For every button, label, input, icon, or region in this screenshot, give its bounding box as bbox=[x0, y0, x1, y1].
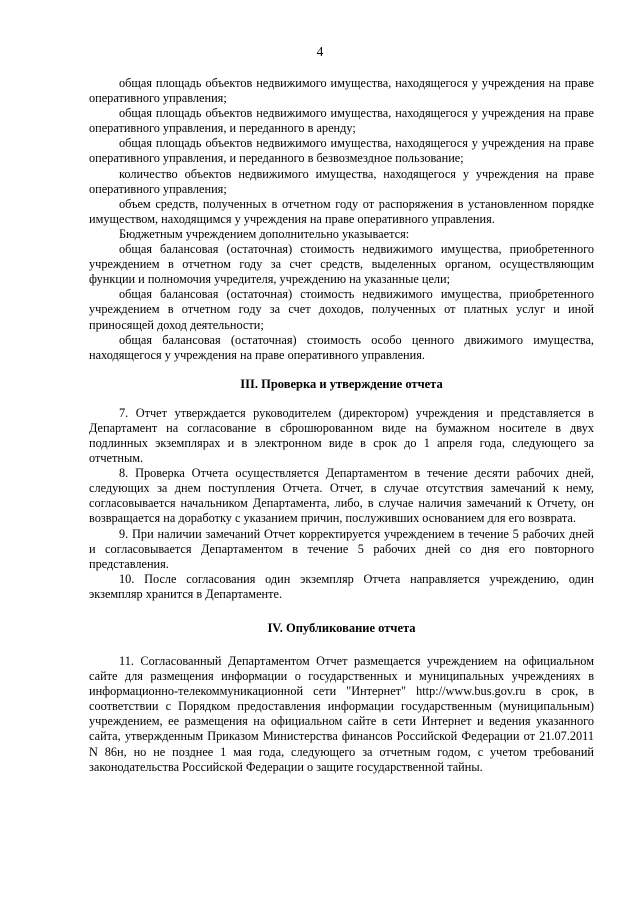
paragraph-11: 11. Согласованный Департаментом Отчет размещается учреждением на официальном сайте для размещения информации о государственных и муниципальных учреждениях в информационно-телекоммуникационной сети "Интернет" http://www.bus.gov.ru в срок, в соответствии с Порядком предоставления информации государственным (муниципальным) учреждением, ее размещения на официальном сайте в сети Интернет и ведения указанного сайта, утвержденным Приказом Министерства финансов Российской Федерации от 21.07.2011 N 86н, но не позднее 1 мая года, следующего за отчетным годом, с учетом требований законодательства Российской Федерации о защите государственной тайны. bbox=[89, 654, 594, 774]
budget-intro: Бюджетным учреждением дополнительно указывается: bbox=[119, 226, 410, 241]
page-number: 4 bbox=[316, 44, 324, 59]
list-item: количество объектов недвижимого имущества, находящегося у учреждения на праве оперативного управления; bbox=[89, 166, 594, 196]
paragraph-9: 9. При наличии замечаний Отчет корректируется учреждением в течение 5 рабочих дней и согласовывается Департаментом в течение 5 рабочих дней со дня его повторного представления. bbox=[89, 526, 594, 571]
budget-item: общая балансовая (остаточная) стоимость недвижимого имущества, приобретенного учреждением в отчетном году за счет доходов, полученных от платных услуг и иной приносящей доход деятельности; bbox=[89, 287, 594, 332]
budget-item: общая балансовая (остаточная) стоимость недвижимого имущества, приобретенного учреждением в отчетном году за счет средств, выделенных органом, осуществляющим функции и полномочия учредителя, учреждению на указанные цели; bbox=[89, 242, 594, 287]
document-body bbox=[89, 76, 594, 775]
list-item: объем средств, полученных в отчетном году от распоряжения в установленном порядке имуществом, находящимся у учреждения на праве оперативного управления. bbox=[89, 196, 594, 226]
list-item: общая площадь объектов недвижимого имущества, находящегося у учреждения на праве оперативного управления, и переданного в аренду; bbox=[89, 106, 594, 136]
paragraph-10: 10. После согласования один экземпляр Отчета направляется учреждению, один экземпляр хранится в Департаменте. bbox=[89, 571, 594, 601]
list-item: общая площадь объектов недвижимого имущества, находящегося у учреждения на праве оперативного управления, и переданного в безвозмездное пользование; bbox=[89, 136, 594, 166]
paragraph-7: 7. Отчет утверждается руководителем (директором) учреждения и представляется в Департамент на согласование в сброшюрованном виде на бумажном носителе в двух подлинных экземплярах и в электронном виде в срок до 1 апреля года, следующего за отчетным. bbox=[89, 405, 594, 466]
budget-item: общая балансовая (остаточная) стоимость особо ценного движимого имущества, находящегося у учреждения на праве оперативного управления. bbox=[89, 332, 594, 362]
section-3-title: III. Проверка и утверждение отчета bbox=[240, 376, 443, 391]
section-4-title: IV. Опубликование отчета bbox=[267, 621, 416, 635]
list-item: общая площадь объектов недвижимого имущества, находящегося у учреждения на праве оперативного управления; bbox=[89, 76, 594, 106]
paragraph-8: 8. Проверка Отчета осуществляется Департаментом в течение десяти рабочих дней, следующих за днем поступления Отчета. Отчет, в случае отсутствия замечаний к нему, согласовывается начальником Департамента, либо, в случае наличия замечаний к Отчету, он возвращается на доработку с указанием причин, послуживших основанием для его возврата. bbox=[89, 466, 594, 526]
